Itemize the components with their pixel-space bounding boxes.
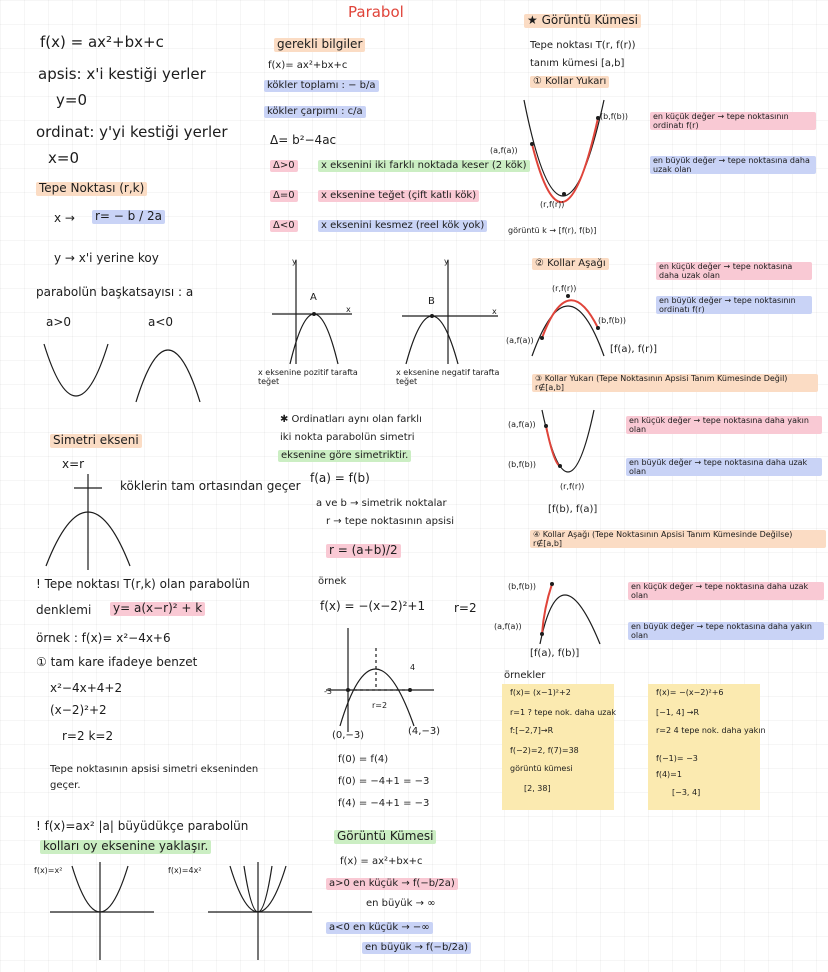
fa-equals-fb: f(a) = f(b) [310, 471, 370, 485]
right-tepe: Tepe noktası T(r, f(r)) [530, 40, 636, 51]
label-b: B [428, 296, 435, 307]
gpos-max: en büyük → ∞ [366, 898, 436, 909]
teget-positive: x eksenine pozitif tarafta teğet [258, 368, 358, 387]
kok-orta-1: köklerin tam ortasından geçer [120, 479, 301, 493]
goruntu-fx: f(x) = ax²+bx+c [340, 856, 423, 867]
goruntu-kumesi-mid: Görüntü Kümesi [334, 830, 436, 844]
ex2-line: f(−1)= −3 [656, 754, 698, 763]
case-4-title: ④ Kollar Aşağı (Tepe Noktasının Apsisi Tanım Kümesinde Değilse) r∉[a,b] [530, 530, 826, 548]
g2-label: f(x)=4x² [168, 866, 202, 875]
right-tanim: tanım kümesi [a,b] [530, 58, 625, 69]
mid-example-fx: f(x) = −(x−2)²+1 [320, 599, 426, 613]
kok-toplami: kökler toplamı : − b/a [264, 80, 379, 92]
ex1-line: r=1 ? tepe nok. daha uzak [510, 708, 616, 717]
case-4-graph [530, 572, 610, 652]
a-positive: a>0 [46, 315, 72, 329]
a-negative: a<0 [148, 315, 174, 329]
c1-result: görüntü k → [f(r), f(b)] [508, 226, 597, 235]
a-note-1: ! f(x)=ax² |a| büyüdükçe parabolün [36, 819, 249, 833]
c1-pt-r: (r,f(r)) [540, 200, 565, 209]
left-step1: ① tam kare ifadeye benzet [36, 655, 198, 669]
gneg-min: a<0 en küçük → −∞ [326, 922, 433, 934]
svg-text:x: x [346, 305, 351, 314]
g1-label: f(x)=x² [34, 866, 63, 875]
ex1-line: f(−2)=2, f(7)=38 [510, 746, 579, 755]
ex1-line: f(x)= (x−1)²+2 [510, 688, 571, 697]
mid-fx: f(x)= ax²+bx+c [268, 60, 348, 71]
f4-value: f(4) = −4+1 = −3 [338, 798, 430, 809]
gerekli-bilgiler: gerekli bilgiler [274, 38, 365, 52]
vertex-form-label: denklemi [36, 603, 92, 617]
c3-pt-a: (a,f(a)) [508, 420, 536, 429]
four-x-squared-graph [208, 862, 318, 960]
c2-max: en büyük değer → tepe noktasının ordinatı f(r) [656, 296, 812, 314]
example-parabola-graph [322, 628, 438, 732]
ornekler: örnekler [504, 670, 546, 681]
svg-text:y: y [444, 257, 449, 266]
mid-example-r: r=2 [454, 601, 477, 615]
x-equals-r: x=r [62, 457, 85, 471]
ab-symmetric: a ve b → simetrik noktalar [316, 498, 447, 509]
c2-result: [f(a), f(r)] [610, 344, 658, 355]
c1-min: en küçük değer → tepe noktasının ordinatı f(r) [650, 112, 816, 130]
c4-result: [f(a), f(b)] [530, 648, 580, 659]
apsis-note-2: geçer. [50, 780, 81, 791]
tangent-positive-graph [262, 254, 358, 366]
c2-min: en küçük değer → tepe noktasına daha uzak olan [656, 262, 812, 280]
gneg-max: en büyük → f(−b/2a) [362, 942, 471, 954]
x-arrow: x → [54, 211, 75, 225]
gpos-min: a>0 en küçük → f(−b/2a) [326, 878, 458, 890]
delta-pos-text: x eksenini iki farklı noktada keser (2 kök) [318, 160, 530, 172]
tepe-noktasi: Tepe Noktası (r,k) [36, 182, 147, 196]
a-sign-curves [36, 338, 216, 408]
point-4-neg3: (4,−3) [408, 726, 441, 737]
c3-pt-r: (r,f(r)) [560, 482, 585, 491]
mid-example-title: örnek [318, 576, 347, 587]
ex2-line: r=2 4 tepe nok. daha yakın [656, 726, 766, 735]
c2-pt-a: (a,f(a)) [506, 336, 534, 345]
ordinat-note-1: ✱ Ordinatları aynı olan farklı [280, 414, 422, 425]
c3-max: en büyük değer → tepe noktasına daha uzak olan [626, 458, 822, 476]
c2-pt-r: (r,f(r)) [552, 284, 577, 293]
case-3-title: ③ Kollar Yukarı (Tepe Noktasının Apsisi Tanım Kümesinde Değil) r∉[a,b] [532, 374, 818, 392]
svg-text:y: y [292, 257, 297, 266]
ordinat-def: ordinat: y'yi kestiği yerler [36, 123, 228, 141]
kok-carpimi: kökler çarpımı : c/a [264, 106, 366, 118]
c4-pt-b: (b,f(b)) [508, 582, 536, 591]
f0-equals-f4: f(0) = f(4) [338, 754, 389, 765]
delta-zero: Δ=0 [270, 190, 298, 202]
label-a: A [310, 292, 317, 303]
c4-pt-a: (a,f(a)) [494, 622, 522, 631]
ex1-line: [2, 38] [524, 784, 551, 793]
svg-text:-3: -3 [324, 687, 332, 696]
svg-text:r=2: r=2 [372, 701, 388, 710]
vertex-form-equation: y= a(x−r)² + k [110, 602, 205, 616]
c3-pt-b: (b,f(b)) [508, 460, 536, 469]
delta-zero-text: x eksenine teğet (çift katlı kök) [318, 190, 479, 202]
delta-formula: Δ= b²−4ac [270, 133, 337, 147]
ex2-line: f(4)=1 [656, 770, 682, 779]
ordinat-note-2: iki nokta parabolün simetri [280, 432, 415, 443]
ex1-line: görüntü kümesi [510, 764, 573, 773]
bas-katsayi: parabolün başkatsayısı : a [36, 285, 194, 299]
c1-pt-a: (a,f(a)) [490, 146, 518, 155]
teget-negative: x eksenine negatif tarafta teğet [396, 368, 500, 387]
ex1-line: f:[−2,7]→R [510, 726, 554, 735]
svg-text:4: 4 [410, 663, 416, 672]
svg-text:x: x [492, 307, 497, 316]
simetri-ekseni: Simetri ekseni [50, 434, 142, 448]
c2-pt-b: (b,f(b)) [598, 316, 626, 325]
example-2-note [648, 684, 766, 810]
c1-max: en büyük değer → tepe noktasına daha uzak olan [650, 156, 816, 174]
ordinat-note-3: eksenine göre simetriktir. [278, 450, 411, 462]
f0-value: f(0) = −4+1 = −3 [338, 776, 430, 787]
apsis-def: apsis: x'i kestiği yerler [38, 65, 206, 83]
delta-neg-text: x eksenini kesmez (reel kök yok) [318, 220, 487, 232]
left-e3: r=2 k=2 [62, 729, 114, 743]
a-note-2: kolları oy eksenine yaklaşır. [40, 840, 211, 854]
case-1-title: ① Kollar Yukarı [530, 76, 609, 88]
left-e2: (x−2)²+2 [50, 703, 107, 717]
y-arrow: y → x'i yerine koy [54, 251, 159, 265]
tangent-negative-graph [398, 254, 508, 366]
vertex-form-title: ! Tepe noktası T(r,k) olan parabolün [36, 577, 250, 591]
y-zero: y=0 [56, 91, 87, 109]
right-title: ★ Görüntü Kümesi [524, 14, 641, 28]
left-e1: x²−4x+4+2 [50, 681, 123, 695]
delta-pos: Δ>0 [270, 160, 298, 172]
apsis-note-1: Tepe noktasının apsisi simetri ekseninden [50, 764, 259, 775]
point-0-neg3: (0,−3) [332, 730, 365, 741]
delta-neg: Δ<0 [270, 220, 298, 232]
x-zero: x=0 [48, 149, 79, 167]
c3-min: en küçük değer → tepe noktasına daha yakın olan [626, 416, 822, 434]
ex2-line: [−1, 4] →R [656, 708, 700, 717]
c4-max: en büyük değer → tepe noktasına daha yakın olan [628, 622, 824, 640]
case-2-title: ② Kollar Aşağı [532, 258, 609, 270]
r-formula: r= − b / 2a [92, 210, 165, 224]
ex2-line: f(x)= −(x−2)²+6 [656, 688, 724, 697]
left-example: örnek : f(x)= x²−4x+6 [36, 631, 171, 645]
r-vertex-apsis: r → tepe noktasının apsisi [326, 516, 454, 527]
c4-min: en küçük değer → tepe noktasına daha uzak olan [628, 582, 824, 600]
c3-result: [f(b), f(a)] [548, 504, 598, 515]
case-3-graph [528, 404, 608, 484]
r-midpoint: r = (a+b)/2 [326, 544, 401, 558]
c1-pt-b: (b,f(b)) [600, 112, 628, 121]
ex2-line: [−3, 4] [672, 788, 701, 797]
page-title: Parabol [348, 3, 404, 21]
x-squared-graph [50, 862, 160, 960]
fx-general: f(x) = ax²+bx+c [40, 33, 164, 51]
example-1-note [502, 684, 614, 810]
